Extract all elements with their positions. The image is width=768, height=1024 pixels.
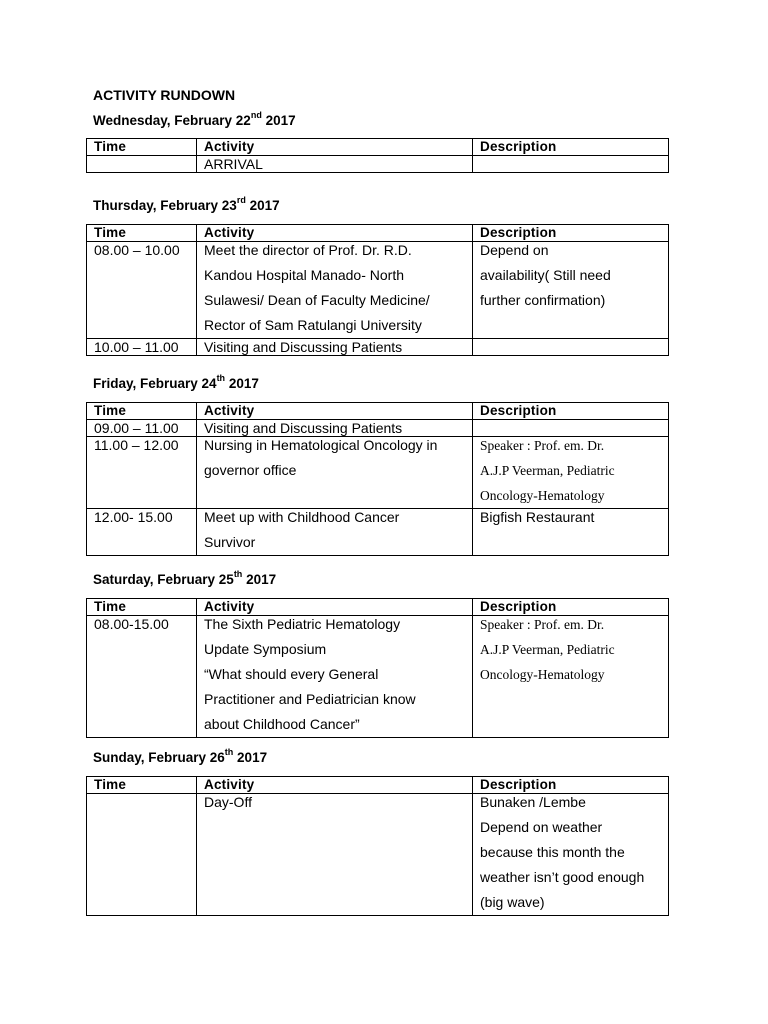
header-description: Description [473, 139, 669, 156]
cell-activity: The Sixth Pediatric Hematology Update Symposium “What should every General Practitioner and Pediatrician know about Childhood Cancer” [197, 616, 473, 738]
cell-activity: Meet the director of Prof. Dr. R.D. Kandou Hospital Manado- North Sulawesi/ Dean of Faculty Medicine/ Rector of Sam Ratulangi University [197, 242, 473, 339]
header-activity: Activity [197, 403, 473, 420]
day-heading-thursday: Thursday, February 23rd 2017 [93, 195, 280, 213]
header-activity: Activity [197, 225, 473, 242]
header-description: Description [473, 403, 669, 420]
table-header-row [87, 139, 669, 156]
schedule-table-thursday [86, 224, 669, 356]
header-activity: Activity [197, 139, 473, 156]
header-description: Description [473, 225, 669, 242]
table-row [87, 437, 669, 509]
cell-time [87, 156, 197, 173]
cell-activity: Meet up with Childhood Cancer Survivor [197, 509, 473, 556]
header-time: Time [87, 777, 197, 794]
schedule-table-sunday [86, 776, 669, 916]
cell-description: Speaker : Prof. em. Dr. A.J.P Veerman, Pediatric Oncology-Hematology [473, 437, 669, 509]
cell-time: 08.00 – 10.00 [87, 242, 197, 339]
cell-time: 10.00 – 11.00 [87, 339, 197, 356]
cell-description: Depend on availability( Still need further confirmation) [473, 242, 669, 339]
table-row [87, 616, 669, 738]
header-description: Description [473, 599, 669, 616]
document-title: ACTIVITY RUNDOWN [93, 87, 236, 103]
day-heading-wednesday: Wednesday, February 22nd 2017 [93, 110, 296, 128]
table-row [87, 156, 669, 173]
table-row [87, 242, 669, 339]
cell-activity: Visiting and Discussing Patients [197, 420, 473, 437]
cell-time [87, 794, 197, 916]
header-time: Time [87, 403, 197, 420]
day-heading-saturday: Saturday, February 25th 2017 [93, 569, 277, 587]
cell-activity: Nursing in Hematological Oncology in governor office [197, 437, 473, 509]
cell-description: Speaker : Prof. em. Dr. A.J.P Veerman, Pediatric Oncology-Hematology [473, 616, 669, 738]
cell-description [473, 339, 669, 356]
table-row [87, 509, 669, 556]
cell-time: 08.00-15.00 [87, 616, 197, 738]
header-activity: Activity [197, 777, 473, 794]
schedule-table-friday [86, 402, 669, 556]
cell-description [473, 156, 669, 173]
cell-activity: ARRIVAL [197, 156, 473, 173]
header-activity: Activity [197, 599, 473, 616]
day-heading-friday: Friday, February 24th 2017 [93, 373, 259, 391]
cell-time: 11.00 – 12.00 [87, 437, 197, 509]
header-description: Description [473, 777, 669, 794]
cell-time: 12.00- 15.00 [87, 509, 197, 556]
cell-description: Bigfish Restaurant [473, 509, 669, 556]
table-row [87, 339, 669, 356]
table-header-row [87, 403, 669, 420]
table-row [87, 794, 669, 916]
day-heading-sunday: Sunday, February 26th 2017 [93, 747, 268, 765]
cell-activity: Day-Off [197, 794, 473, 916]
header-time: Time [87, 599, 197, 616]
cell-time: 09.00 – 11.00 [87, 420, 197, 437]
cell-activity: Visiting and Discussing Patients [197, 339, 473, 356]
cell-description: Bunaken /Lembe Depend on weather because this month the weather isn’t good enough (big wave) [473, 794, 669, 916]
header-time: Time [87, 225, 197, 242]
header-time: Time [87, 139, 197, 156]
schedule-table-wednesday [86, 138, 669, 173]
schedule-table-saturday [86, 598, 669, 738]
